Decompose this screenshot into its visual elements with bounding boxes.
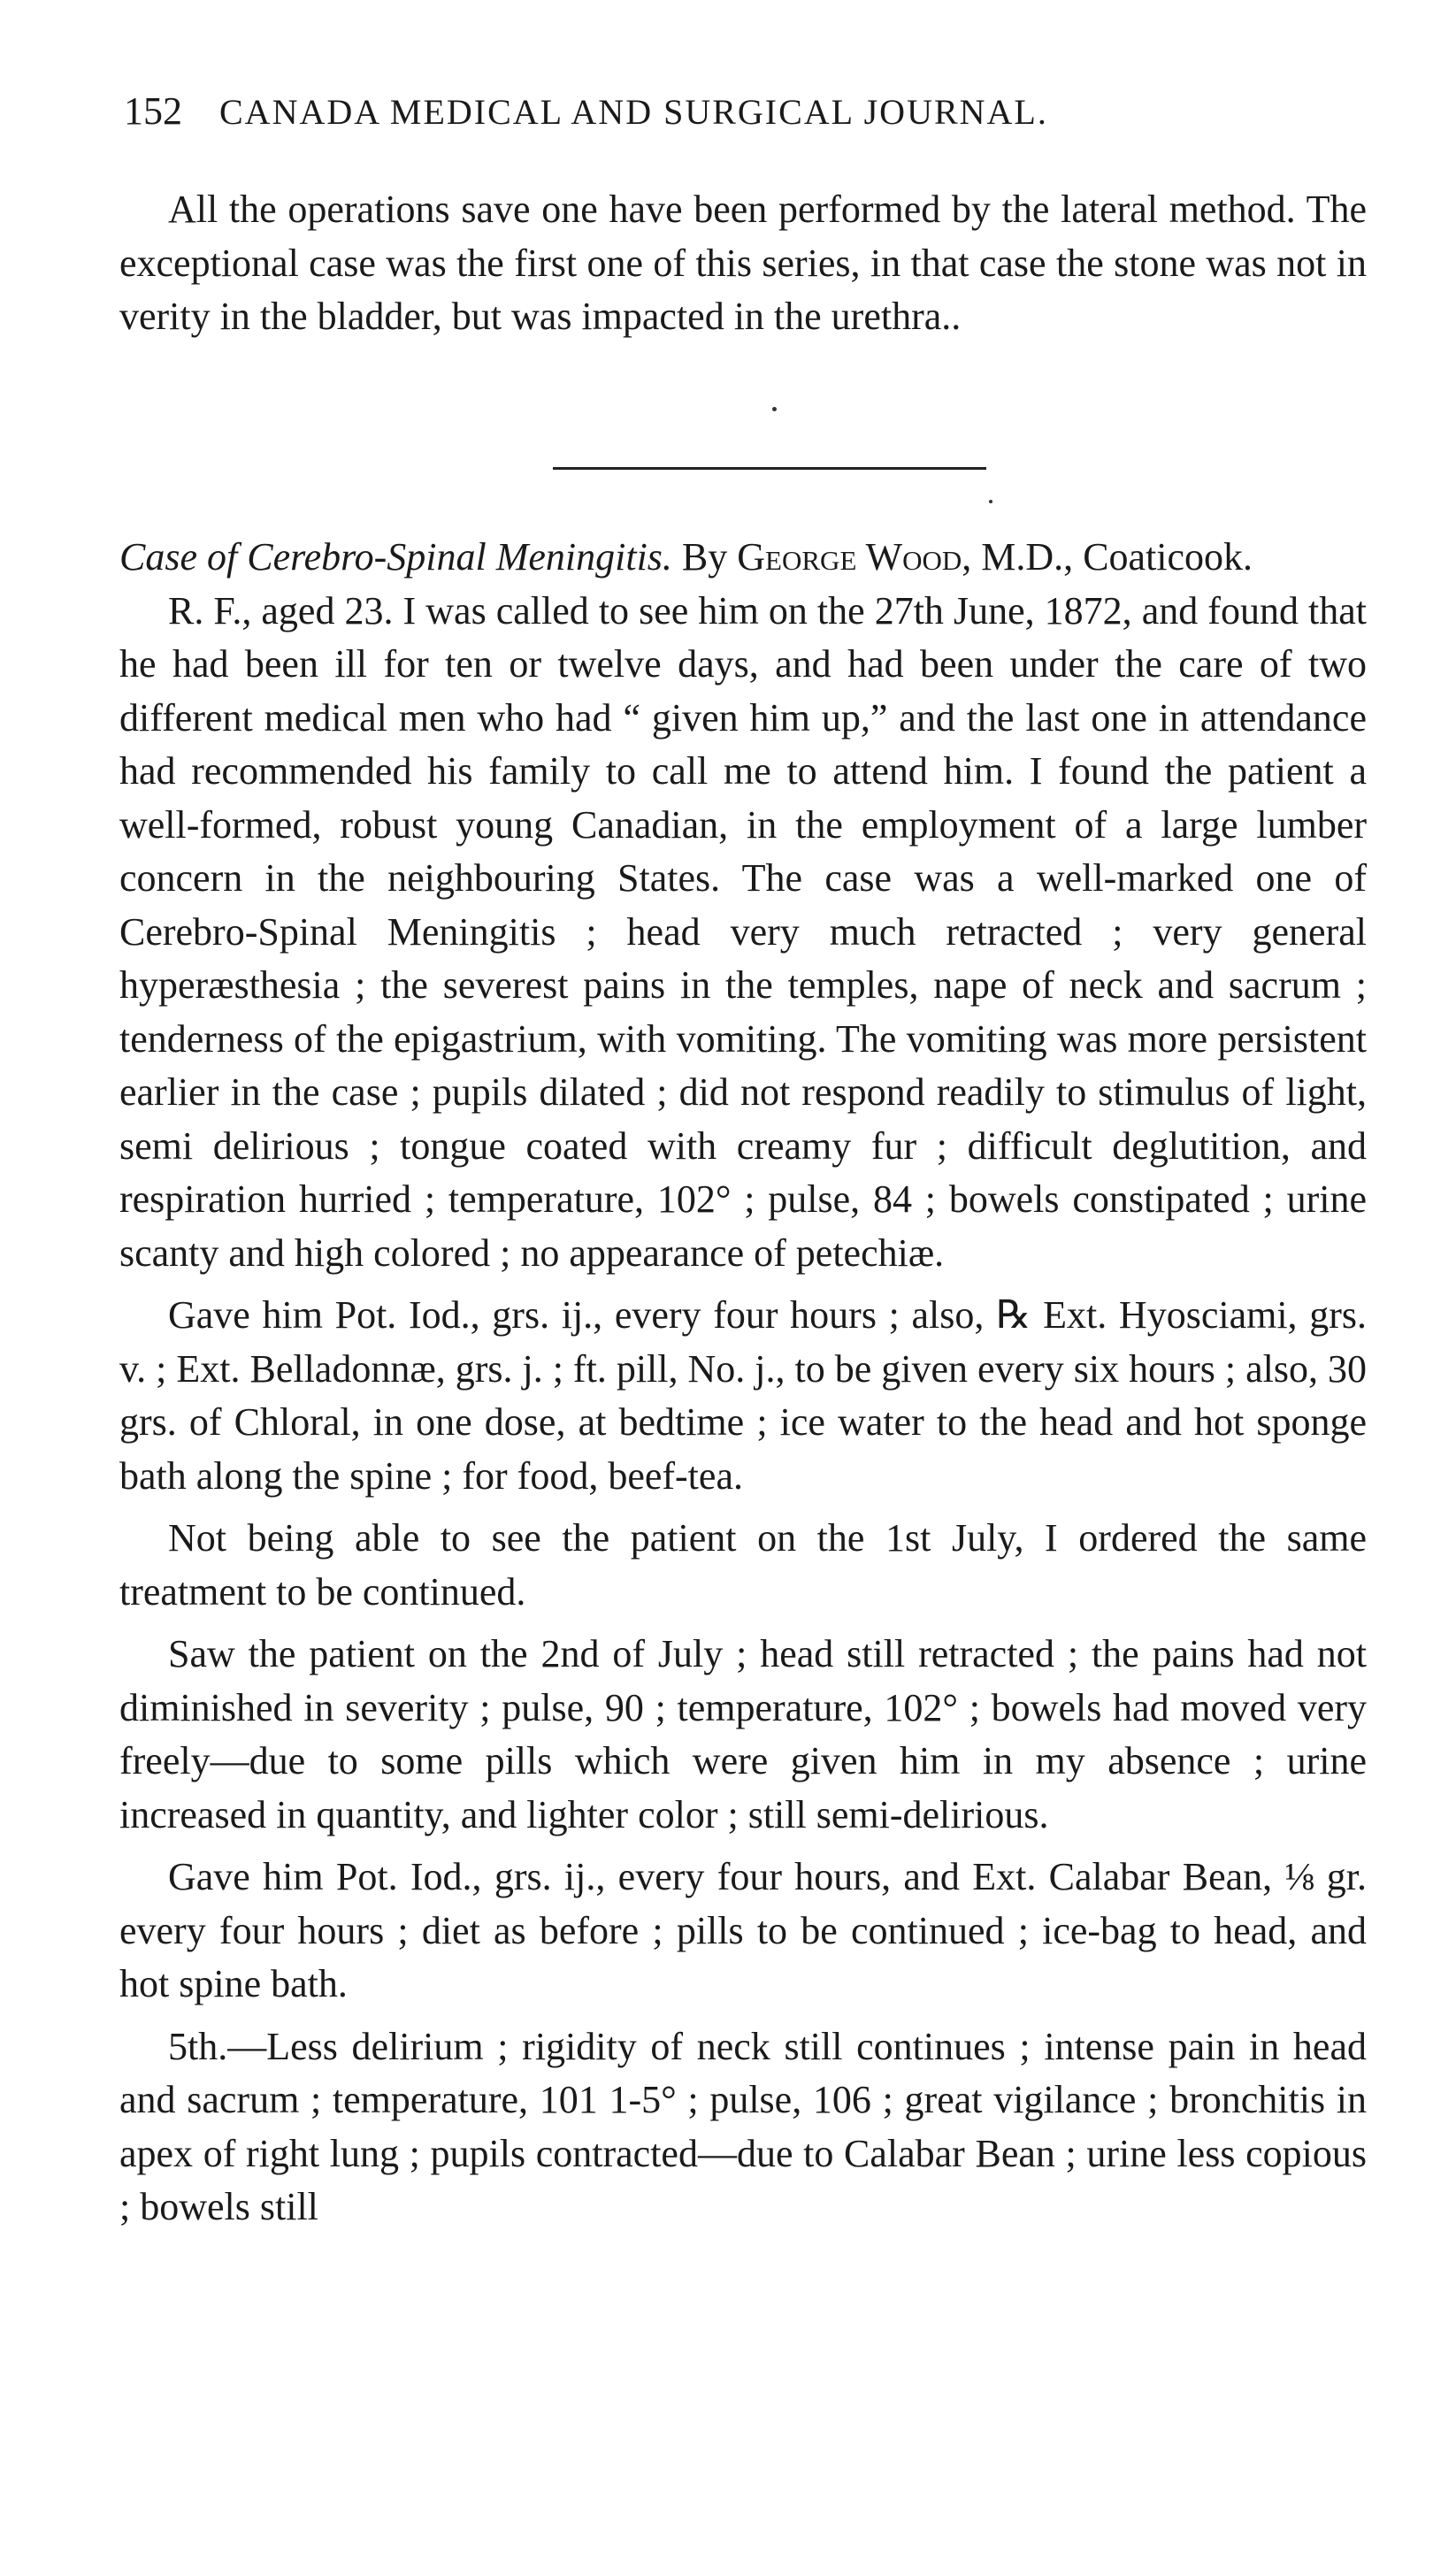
article-location: Coaticook. bbox=[1083, 535, 1253, 579]
paragraph: Saw the patient on the 2nd of July ; head still retracted ; the pains had not diminished in severity ; pulse, 90 ; temperature, 102° ; bowels had moved very freely—due to some pills which were given him in my absence ; urine increased in quantity, and lighter color ; still semi-delirious. bbox=[119, 1632, 1367, 1836]
paragraph: 5th.—Less delirium ; rigidity of neck still continues ; intense pain in head and sacrum ; temperature, 101 1-5° ; pulse, 106 ; great vigilance ; bronchitis in apex of right lung ; pupils contracted—due to Calabar Bean ; urine less copious ; bowels still bbox=[119, 2024, 1367, 2228]
article-author: George Wood, M.D., bbox=[737, 535, 1074, 579]
speck bbox=[989, 500, 992, 503]
intro-section bbox=[119, 183, 1367, 344]
speck bbox=[772, 407, 777, 411]
article bbox=[119, 531, 1367, 2243]
section-divider bbox=[553, 467, 986, 470]
byline-by: By bbox=[681, 535, 728, 579]
running-head bbox=[124, 88, 1380, 134]
intro-paragraph: All the operations save one have been performed by the lateral method. The exceptional case was the first one of this series, in that case the stone was not in verity in the bladder, but was impacted in the urethra.. bbox=[119, 188, 1367, 338]
journal-title: CANADA MEDICAL AND SURGICAL JOURNAL. bbox=[219, 92, 1048, 132]
paragraph: Not being able to see the patient on the 1st July, I ordered the same treatment to be continued. bbox=[119, 1516, 1367, 1614]
page-number: 152 bbox=[124, 89, 182, 133]
paragraph: Gave him Pot. Iod., grs. ij., every four hours ; also, ℞ Ext. Hyosciami, grs. v. ; Ext. Belladonnæ, grs. j. ; ft. pill, No. j., to be given every six hours ; also, 30 grs. of Chloral, in one dose, at bedtime ; ice water to the head and hot sponge bath along the spine ; for food, beef-tea. bbox=[119, 1293, 1367, 1498]
article-title: Case of Cerebro-Spinal Meningitis. bbox=[119, 535, 672, 579]
article-heading bbox=[119, 531, 1367, 585]
paragraph: R. F., aged 23. I was called to see him on the 27th June, 1872, and found that he had been ill for ten or twelve days, and had been under the care of two different medical men who had “ given him up,” and the last one in attendance had recommended his family to call me to attend him. I found the patient a well-formed, robust young Canadian, in the employment of a large lumber concern in the neighbouring States. The case was a well-marked one of Cerebro-Spinal Meningitis ; head very much retracted ; very general hyperæsthesia ; the severest pains in the temples, nape of neck and sacrum ; tenderness of the epigastrium, with vomiting. The vomiting was more persistent earlier in the case ; pupils dilated ; did not respond readily to stimulus of light, semi delirious ; tongue coated with creamy fur ; difficult deglutition, and respiration hurried ; temperature, 102° ; pulse, 84 ; bowels constipated ; urine scanty and high colored ; no appearance of petechiæ. bbox=[119, 588, 1367, 1275]
paragraph: Gave him Pot. Iod., grs. ij., every four hours, and Ext. Calabar Bean, ⅛ gr. every four hours ; diet as before ; pills to be continued ; ice-bag to head, and hot spine bath. bbox=[119, 1855, 1367, 2005]
